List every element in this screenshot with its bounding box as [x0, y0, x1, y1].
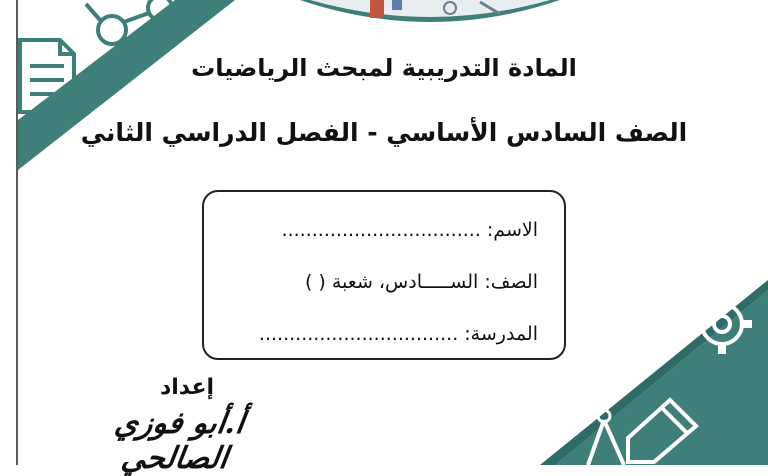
prepared-by-label: إعداد	[159, 375, 215, 400]
name-blank[interactable]: .................................	[281, 219, 481, 241]
name-field[interactable]	[224, 204, 538, 256]
class-field[interactable]	[224, 256, 538, 308]
top-left-decoration	[0, 0, 240, 180]
page-subtitle: الصف السادس الأساسي - الفصل الدراسي الثاني	[80, 118, 688, 147]
page-title: المادة التدريبية لمبحث الرياضيات	[191, 54, 577, 82]
name-label: الاسم:	[486, 219, 538, 241]
school-label: المدرسة:	[464, 323, 538, 345]
science-banner-decoration	[300, 0, 560, 40]
school-blank[interactable]: .................................	[258, 323, 459, 345]
school-field[interactable]	[224, 308, 538, 360]
bar-icon	[370, 0, 384, 18]
class-value[interactable]: الســـــادس، شعبة ( )	[304, 271, 479, 293]
author-signature: أ.أبو فوزي الصالحي	[112, 406, 247, 476]
student-info-box	[202, 190, 566, 360]
class-label: الصف:	[484, 271, 538, 293]
author-block	[82, 375, 272, 476]
